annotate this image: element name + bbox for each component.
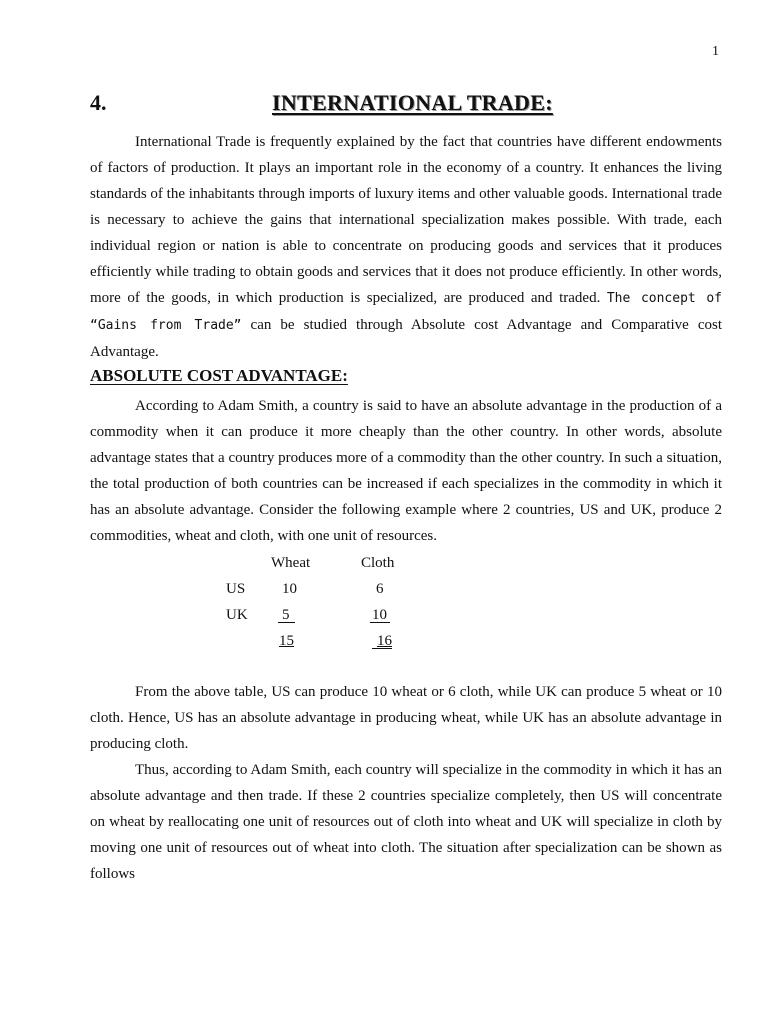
cell-us-wheat: 10 bbox=[282, 581, 297, 597]
absolute-advantage-paragraph: According to Adam Smith, a country is said to have an absolute advantage in the production of a commodity when it can produce it more cheaply than the other country. In other words, absolute advantage states that a country produces more of a commodity than the other country. In such a situation, the total production of both countries can be increased if each specializes in the commodity in which it has an absolute advantage. Consider the following example where 2 countries, US and UK, produce 2 commodities, wheat and cloth, with one unit of resources. bbox=[90, 398, 722, 544]
chapter-title: INTERNATIONAL TRADE: bbox=[272, 90, 553, 115]
intro-text: International Trade is frequently explained by the fact that countries have different endowments of factors of production. It plays an important role in the economy of a country. It enhances the living standards of the inhabitants through imports of luxury items and other valuable goods. International trade is necessary to achieve the gains that international specialization makes possible. With trade, each individual region or nation is able to concentrate on producing goods and services that it produces efficiently while trading to obtain goods and services that it does not produce efficiently. In other words, more of the goods, in which production is specialized, are produced and traded. bbox=[90, 134, 722, 306]
column-header-wheat: Wheat bbox=[271, 555, 311, 571]
total-cloth: 16 bbox=[377, 633, 392, 649]
intro-paragraph bbox=[90, 129, 722, 365]
cell-uk-cloth: 10 bbox=[372, 607, 387, 623]
uk-wheat-underline bbox=[278, 622, 295, 623]
total-cloth-underline bbox=[372, 648, 392, 649]
intro-tail-text: can be studied through Absolute cost Advantage and Comparative cost Advantage. bbox=[90, 317, 722, 360]
table-explanation-paragraph: From the above table, US can produce 10 wheat or 6 cloth, while UK can produce 5 wheat or 10 cloth. Hence, US has an absolute advantage in producing wheat, while UK has an absolute advantage in producing cloth. bbox=[90, 684, 722, 752]
column-header-cloth: Cloth bbox=[361, 555, 395, 571]
gains-from-trade-phrase: The concept of “Gains from Trade” bbox=[90, 291, 722, 333]
section-heading: ABSOLUTE COST ADVANTAGE: bbox=[90, 366, 348, 385]
page-number: 1 bbox=[712, 44, 719, 59]
total-wheat: 15 bbox=[279, 633, 294, 649]
cell-us-cloth: 6 bbox=[376, 581, 384, 597]
chapter-heading bbox=[90, 90, 722, 124]
cell-uk-wheat: 5 bbox=[282, 607, 290, 623]
uk-cloth-underline bbox=[370, 622, 390, 623]
chapter-number: 4. bbox=[90, 90, 107, 115]
specialization-paragraph: Thus, according to Adam Smith, each country will specialize in the commodity in which it has an absolute advantage and then trade. If these 2 countries specialize completely, then US will concentrate on wheat by reallocating one unit of resources out of cloth into wheat and UK will specialize in cloth by moving one unit of resources out of wheat into cloth. The situation after specialization can be shown as follows bbox=[90, 762, 722, 882]
row-label-us: US bbox=[226, 581, 246, 597]
row-label-uk: UK bbox=[226, 607, 248, 623]
